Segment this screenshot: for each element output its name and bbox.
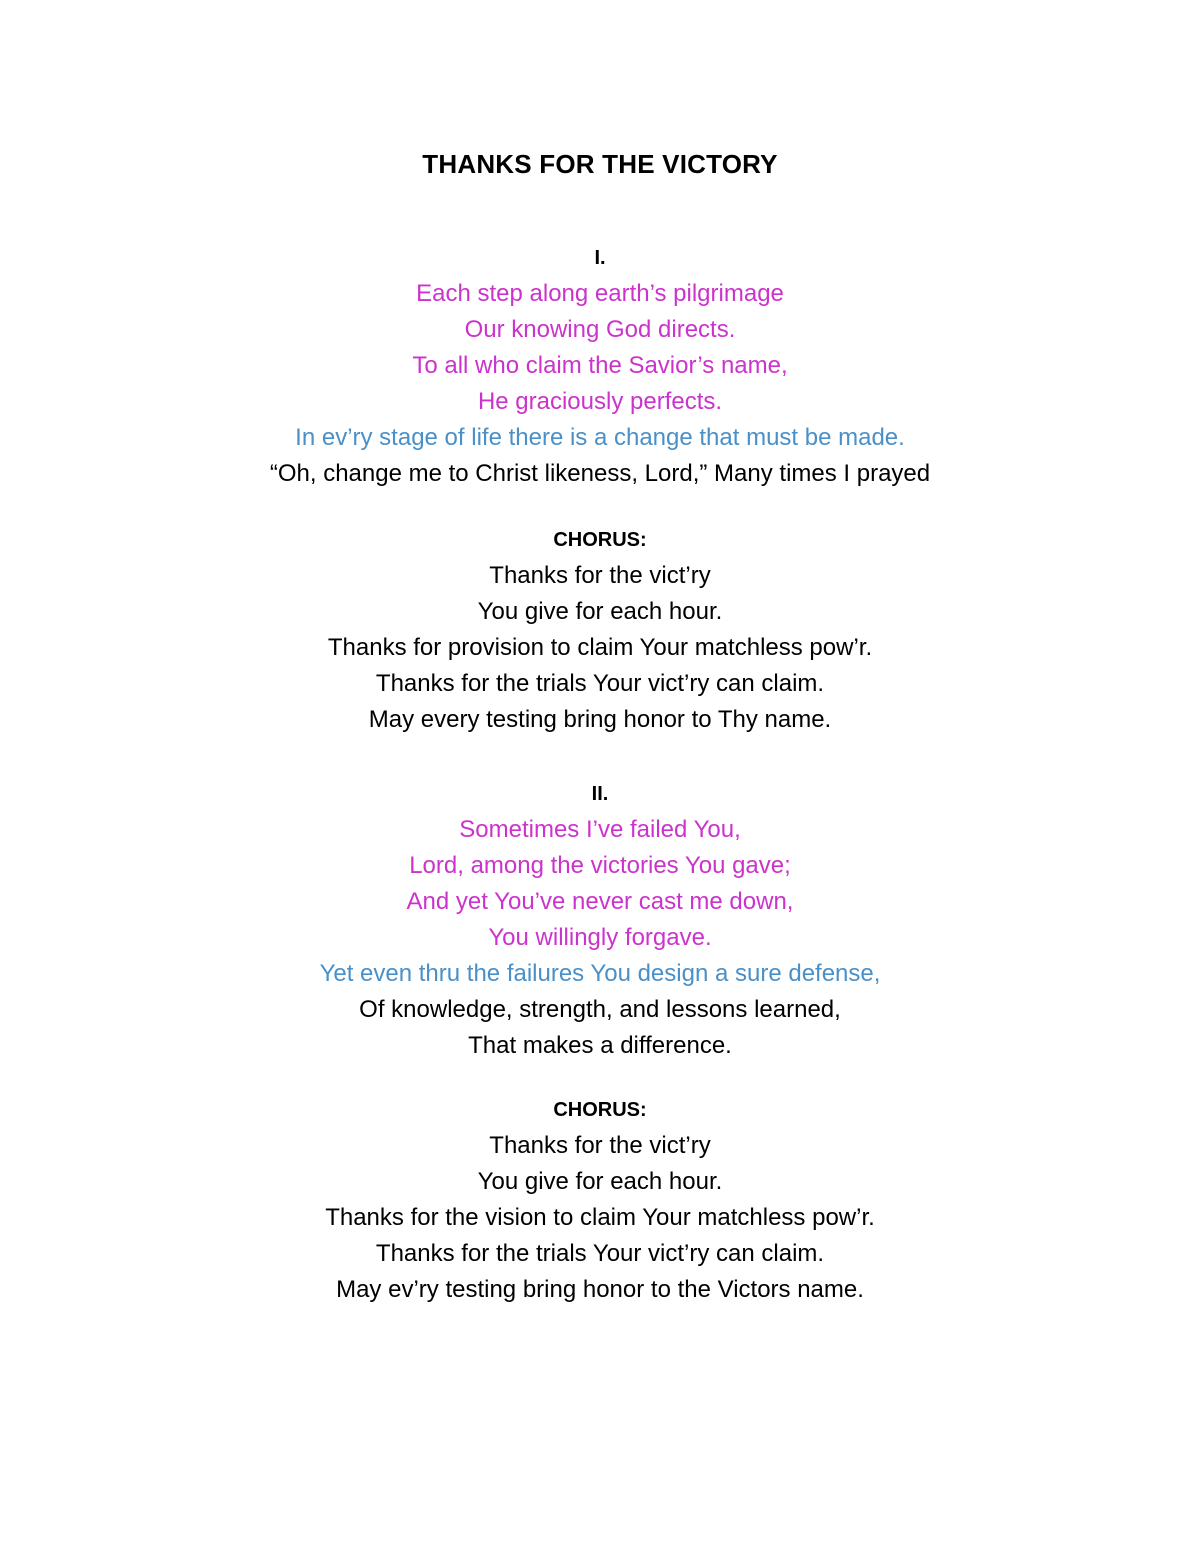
chorus-1-heading: CHORUS:	[553, 529, 647, 551]
chorus-1-line: Thanks for the vict’ry	[489, 562, 711, 589]
verse-1-heading: I.	[594, 247, 606, 269]
chorus-1-line: Thanks for provision to claim Your matchless pow’r.	[327, 634, 873, 661]
verse-1	[0, 240, 1200, 492]
chorus-2	[0, 1092, 1200, 1308]
chorus-2-heading: CHORUS:	[553, 1099, 647, 1121]
verse-2-line: That makes a difference.	[468, 1032, 732, 1059]
verse-1-line: In ev’ry stage of life there is a change that must be made.	[295, 424, 905, 451]
verse-2	[0, 776, 1200, 1064]
verse-1-line: He graciously perfects.	[477, 388, 723, 415]
song-title: THANKS FOR THE VICTORY	[422, 149, 778, 179]
chorus-2-line: Thanks for the trials Your vict’ry can claim.	[375, 1240, 825, 1267]
verse-2-line: Of knowledge, strength, and lessons learned,	[359, 996, 841, 1023]
chorus-1-line: Thanks for the trials Your vict’ry can claim.	[375, 670, 825, 697]
verse-2-line: Sometimes I’ve failed You,	[459, 816, 741, 843]
verse-1-line: “Oh, change me to Christ likeness, Lord,” Many times I prayed	[269, 460, 931, 487]
chorus-2-line: May ev’ry testing bring honor to the Victors name.	[336, 1276, 864, 1303]
verse-1-line: Our knowing God directs.	[464, 316, 736, 343]
verse-2-line: Lord, among the victories You gave;	[409, 852, 791, 879]
verse-2-heading: II.	[591, 783, 609, 805]
chorus-2-line: Thanks for the vision to claim Your matchless pow’r.	[325, 1204, 875, 1231]
chorus-2-line: Thanks for the vict’ry	[489, 1132, 711, 1159]
chorus-2-line: You give for each hour.	[477, 1168, 723, 1195]
chorus-1	[0, 522, 1200, 738]
chorus-1-line: May every testing bring honor to Thy name.	[368, 706, 832, 733]
verse-2-line: Yet even thru the failures You design a sure defense,	[319, 960, 881, 987]
chorus-1-line: You give for each hour.	[477, 598, 723, 625]
verse-1-line: Each step along earth’s pilgrimage	[416, 280, 784, 307]
verse-2-line: And yet You’ve never cast me down,	[406, 888, 794, 915]
verse-1-line: To all who claim the Savior’s name,	[412, 352, 788, 379]
verse-2-line: You willingly forgave.	[488, 924, 712, 951]
